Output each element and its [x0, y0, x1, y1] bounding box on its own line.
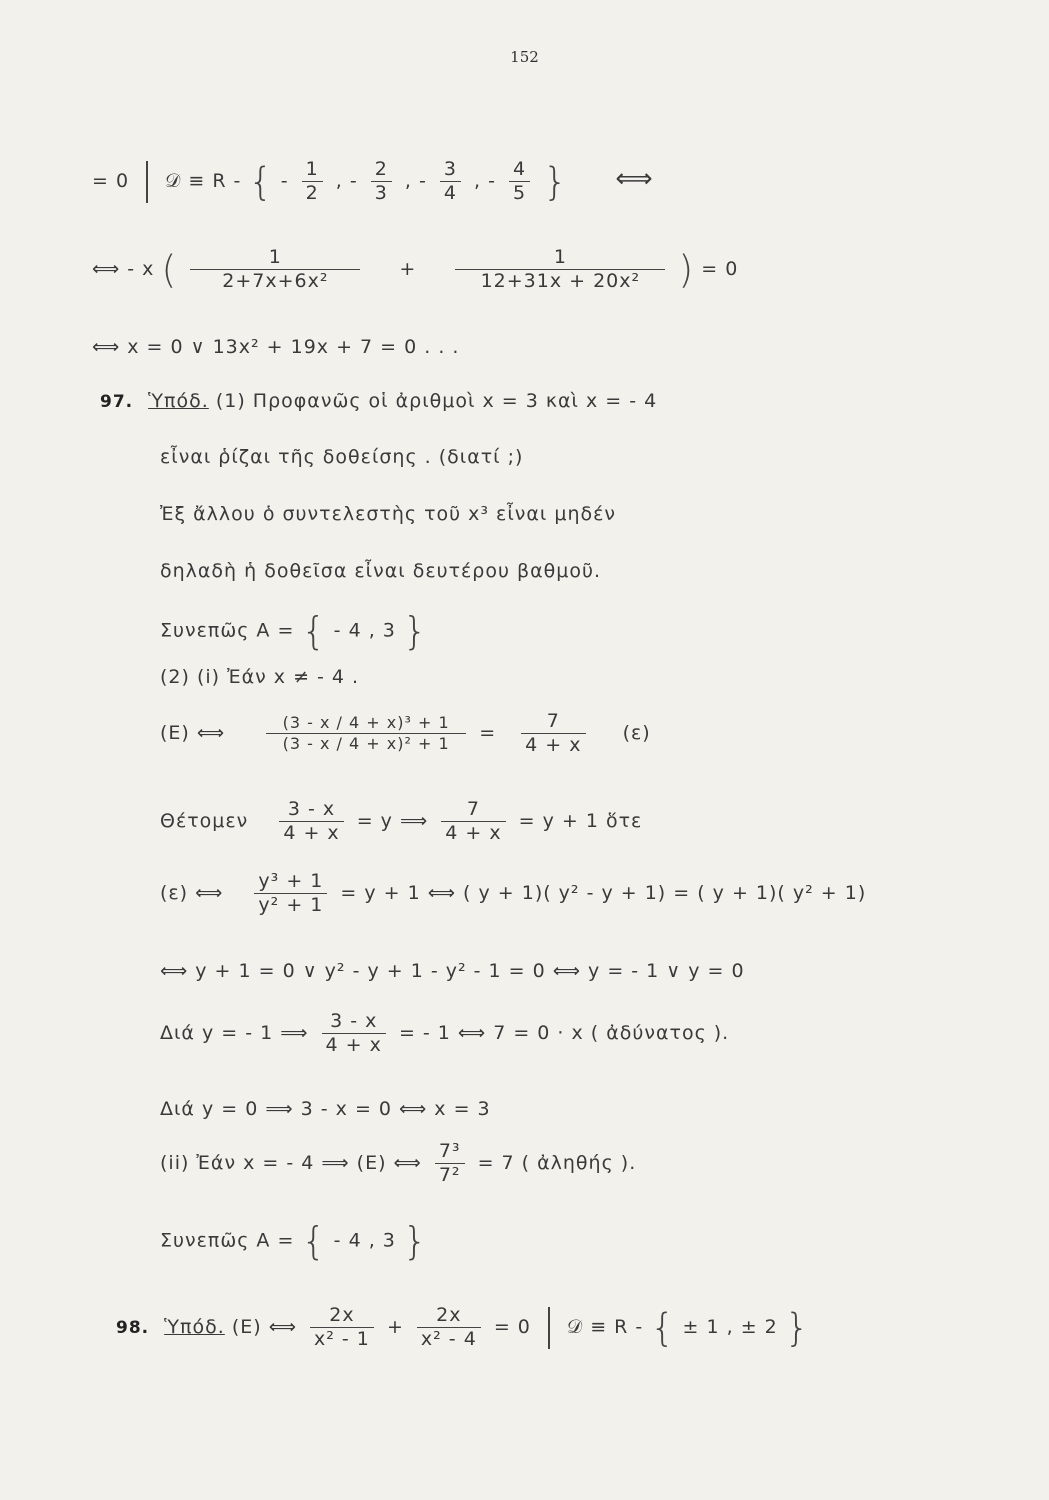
problem-97-line-9 [160, 872, 866, 915]
fraction: $\frac{7}{4 + x}$ [521, 712, 585, 755]
brace-open: { [248, 159, 274, 204]
problem-97-line-1 [100, 392, 657, 411]
fraction: $\frac{4}{5}$ [509, 160, 530, 203]
fraction: $\frac{1}{\text{12+31x + 20x²}}$ [455, 248, 665, 291]
problem-97-line-13 [160, 1142, 636, 1185]
text: - [280, 170, 289, 192]
equation-line-3: ⟺ x = 0 ∨ 13x² + 19x + 7 = 0 . . . [92, 336, 460, 358]
text: = 7 ( ἀληθής ). [477, 1152, 637, 1174]
brace-open: { [650, 1305, 676, 1350]
brace-open: { [301, 1219, 327, 1263]
problem-98-line-1 [116, 1306, 810, 1349]
fraction: $\frac{2x}{\text{x² - 4}}$ [417, 1306, 481, 1349]
set-values: - 4 , 3 [333, 1229, 396, 1252]
problem-97-line-10: ⟺ y + 1 = 0 ∨ y² - y + 1 - y² - 1 = 0 ⟺ y = - 1 ∨ y = 0 [160, 960, 745, 982]
text: = y + 1 ὅτε [518, 810, 643, 832]
text: = 0 [493, 1316, 531, 1338]
problem-97-line-6: (2) (i) Ἐάν x ≠ - 4 . [160, 666, 360, 688]
text: = y ⟹ [356, 810, 429, 832]
problem-97-line-2: εἶναι ῥίζαι τῆς δοθείσης . (διατί ;) [160, 446, 524, 468]
brace-close: } [784, 1305, 810, 1350]
fraction: $\frac{1}{2}$ [302, 160, 323, 203]
problem-97-line-14 [160, 1219, 429, 1263]
page-number: 152 [510, 48, 539, 66]
fraction: $\frac{\text{y³ + 1}}{\text{y² + 1}}$ [254, 872, 327, 915]
text: Διά y = - 1 ⟹ [160, 1022, 309, 1044]
paren-open: ( [161, 247, 178, 292]
text: , - [474, 170, 496, 192]
brace-close: } [402, 1219, 429, 1263]
equation-line-2 [92, 248, 738, 291]
text: (E) ⟺ [231, 1316, 297, 1338]
brace-open: { [301, 609, 327, 653]
hint-label: Ὑπόδ. [164, 1316, 225, 1338]
text: (E) ⟺ [160, 722, 226, 744]
text: = y + 1 ⟺ ( y + 1)( y² - y + 1) = ( y + 1)( y² + 1) [340, 882, 867, 904]
text: , - [404, 170, 427, 192]
fraction: $\frac{1}{\text{2+7x+6x²}}$ [190, 248, 360, 291]
brace-close: } [543, 159, 569, 204]
set-values: - 4 , 3 [333, 619, 396, 642]
text: Συνεπῶς A = [160, 619, 295, 642]
fraction: $\frac{\text{7³}}{\text{7²}}$ [435, 1142, 465, 1185]
text: (ε) ⟺ [160, 882, 224, 904]
domain-label: 𝒟 ≡ R - [567, 1316, 644, 1338]
text: Θέτομεν [160, 810, 249, 832]
iff-arrow: ⟺ [615, 164, 654, 194]
fraction: $\frac{3 - x}{4 + x}$ [322, 1012, 386, 1055]
text: + [386, 1316, 404, 1338]
paren-close: ) [678, 247, 695, 292]
fraction: $\frac{3}{4}$ [440, 160, 461, 203]
hint-label: Ὑπόδ. [148, 390, 209, 412]
text: + [399, 258, 417, 280]
problem-number: 98. [116, 1318, 150, 1338]
problem-97-line-11 [160, 1012, 729, 1055]
fraction: $\frac{2}{3}$ [371, 160, 392, 203]
text: , - [335, 170, 358, 192]
vertical-bar [146, 161, 148, 203]
vertical-bar [548, 1307, 550, 1349]
equation-tag: (ε) [622, 722, 651, 744]
text: = 0 [701, 258, 739, 280]
problem-97-line-7 [160, 712, 651, 755]
fraction: $\frac{3 - x}{4 + x}$ [279, 800, 343, 843]
domain-label: 𝒟 ≡ R - [165, 170, 242, 192]
set-values: ± 1 , ± 2 [682, 1316, 778, 1338]
text: = - 1 ⟺ 7 = 0 · x ( ἀδύνατος ). [398, 1022, 730, 1044]
equation-line-1 [92, 160, 654, 203]
fraction: $\frac{2x}{\text{x² - 1}}$ [310, 1306, 374, 1349]
problem-97-line-8 [160, 800, 642, 843]
fraction: $\frac{7}{4 + x}$ [441, 800, 505, 843]
problem-97-line-3: Ἐξ ἄλλου ὁ συντελεστὴς τοῦ x³ εἶναι μηδέν [160, 503, 617, 525]
text: Συνεπῶς A = [160, 1229, 295, 1252]
text: (1) Προφανῶς οἱ ἀριθμοὶ x = 3 καὶ x = - 4 [215, 390, 658, 412]
text: (ii) Ἐάν x = - 4 ⟹ (E) ⟺ [160, 1152, 422, 1174]
fraction: $\frac{\text{(3 - x / 4 + x)³ + 1}}{\text{(3 - x / 4 + x)² + 1}}$ [266, 715, 466, 752]
brace-close: } [402, 609, 429, 653]
text: = 0 [92, 170, 130, 192]
problem-97-line-4: δηλαδὴ ἡ δοθεῖσα εἶναι δευτέρου βαθμοῦ. [160, 560, 602, 582]
problem-97-line-12: Διά y = 0 ⟹ 3 - x = 0 ⟺ x = 3 [160, 1098, 491, 1120]
problem-97-line-5 [160, 609, 429, 653]
text: = [479, 722, 497, 744]
text: ⟺ - x [92, 258, 155, 280]
problem-number: 97. [100, 392, 134, 412]
